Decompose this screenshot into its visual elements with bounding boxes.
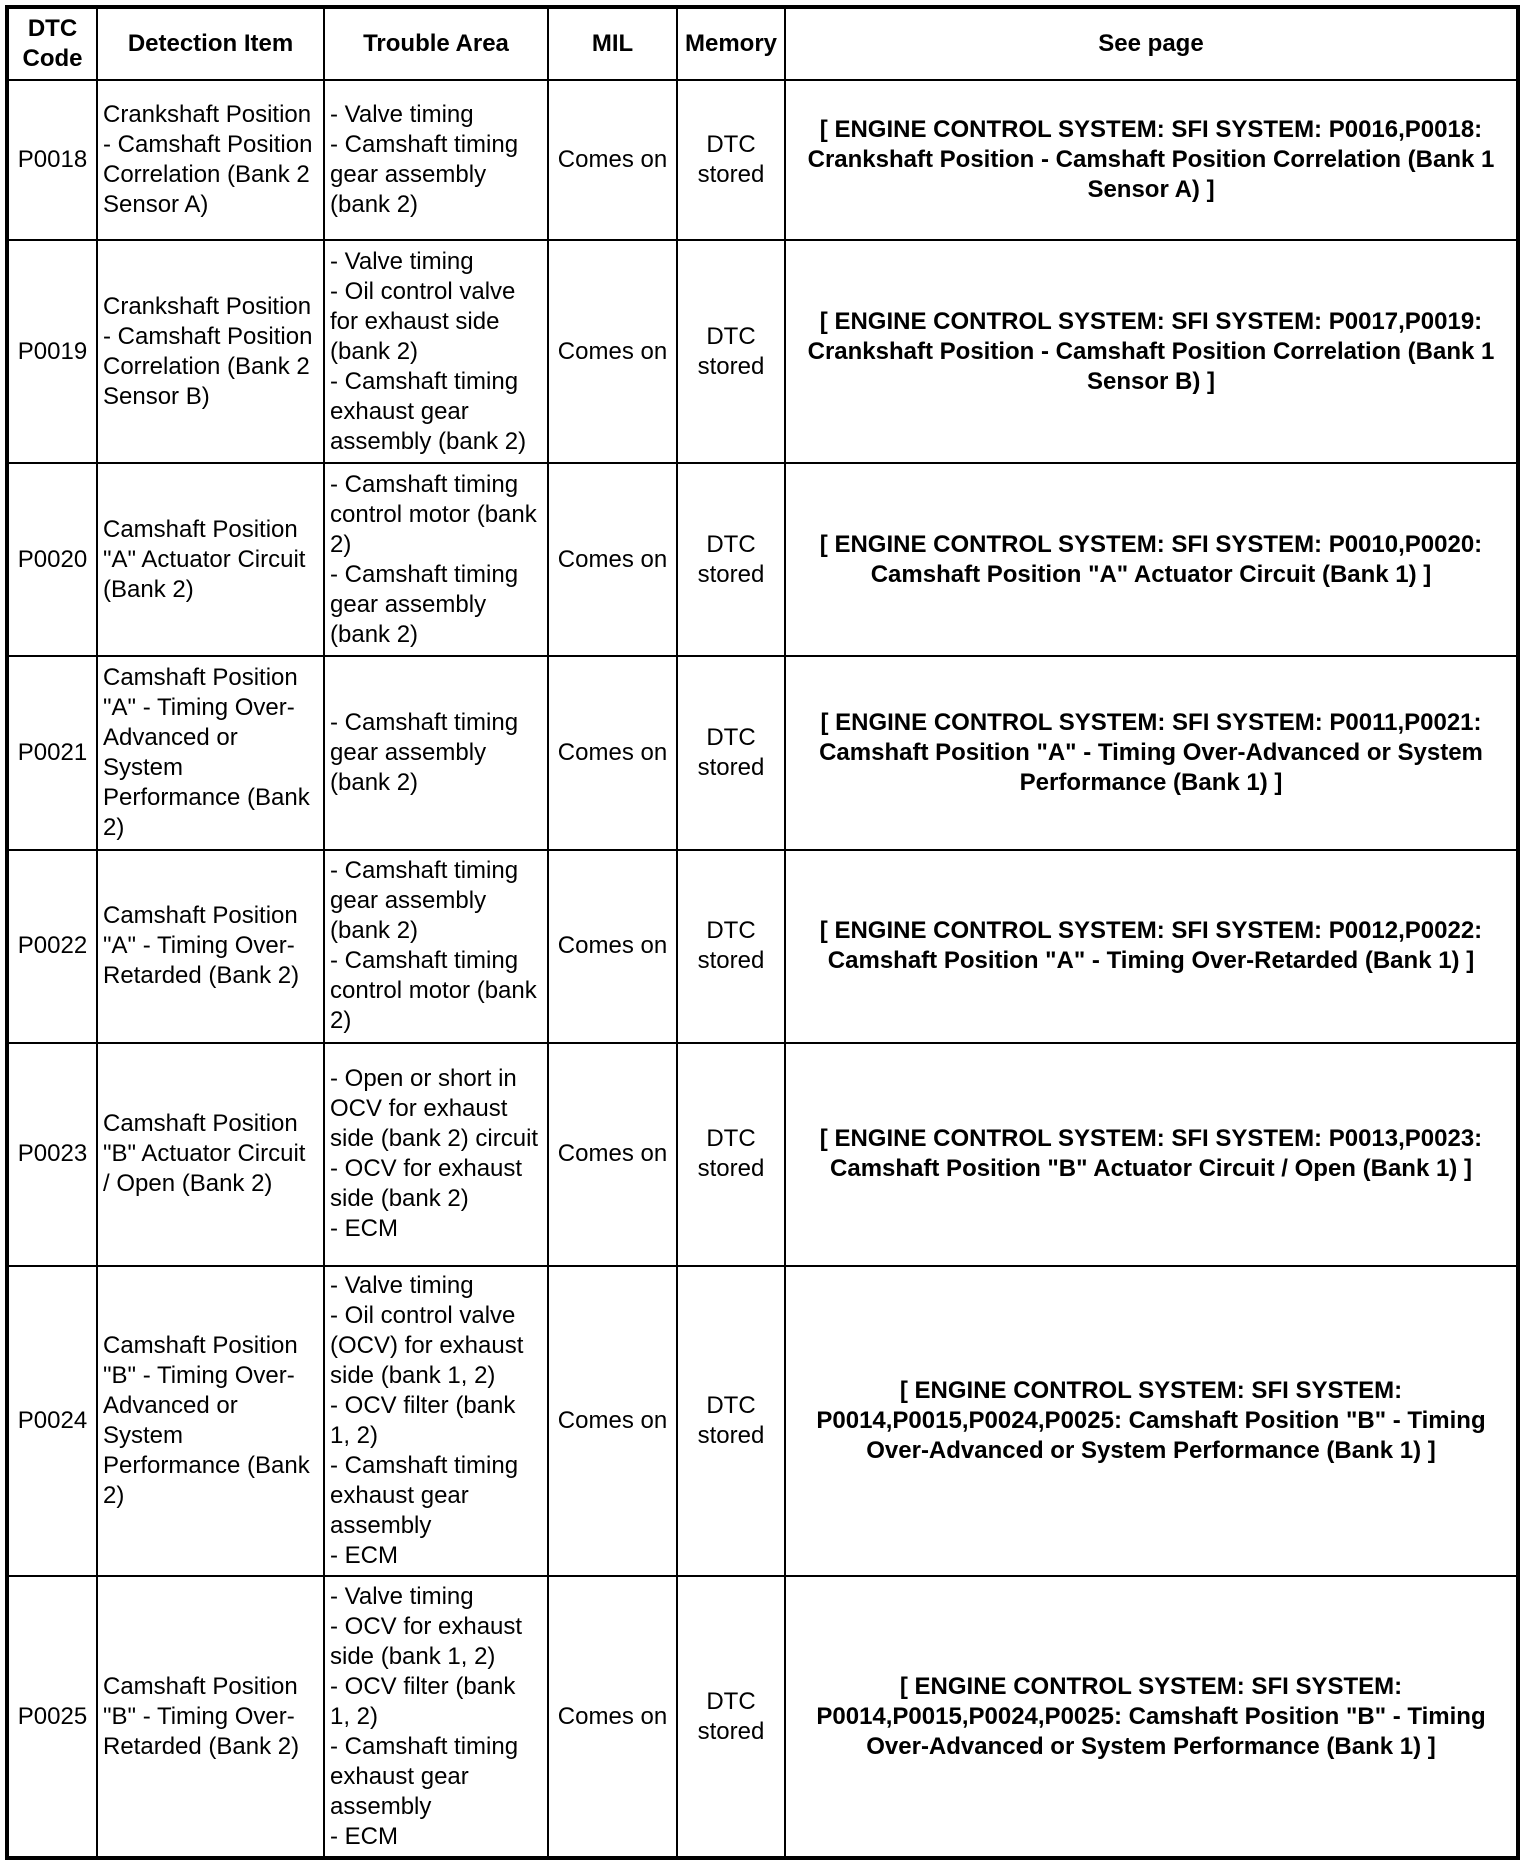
see-page-link[interactable]: [ ENGINE CONTROL SYSTEM: SFI SYSTEM: P0010,P0020: Camshaft Position "A" Actuator Circuit (Bank 1) ] <box>785 463 1518 656</box>
trouble-area-cell <box>324 80 548 240</box>
trouble-area-line: - Open or short in OCV for exhaust side (bank 2) circuit <box>330 1065 539 1153</box>
header-see-page: See page <box>785 7 1518 80</box>
trouble-area-line: - Camshaft timing exhaust gear assembly <box>330 1732 519 1820</box>
detection-item-cell: Crankshaft Position - Camshaft Position Correlation (Bank 2 Sensor B) <box>97 240 324 463</box>
see-page-link[interactable]: [ ENGINE CONTROL SYSTEM: SFI SYSTEM: P0017,P0019: Crankshaft Position - Camshaft Position Correlation (Bank 1 Sensor B) ] <box>785 240 1518 463</box>
table-row <box>7 656 1518 849</box>
header-row <box>7 7 1518 80</box>
detection-item-cell: Camshaft Position "A" Actuator Circuit (Bank 2) <box>97 463 324 656</box>
trouble-area-line: - Camshaft timing exhaust gear assembly (bank 2) <box>330 367 527 455</box>
detection-item-cell: Camshaft Position "B" - Timing Over-Retarded (Bank 2) <box>97 1576 324 1858</box>
detection-item-cell: Crankshaft Position - Camshaft Position Correlation (Bank 2 Sensor A) <box>97 80 324 240</box>
table-row <box>7 80 1518 240</box>
trouble-area-line: - ECM <box>330 1215 398 1243</box>
trouble-area-line: - Oil control valve for exhaust side (bank 2) <box>330 277 516 365</box>
dtc-code-cell: P0022 <box>7 850 97 1043</box>
trouble-area-line: - Camshaft timing gear assembly (bank 2) <box>330 560 519 648</box>
trouble-area-cell <box>324 463 548 656</box>
trouble-area-line: - OCV filter (bank 1, 2) <box>330 1672 516 1730</box>
dtc-code-cell: P0021 <box>7 656 97 849</box>
trouble-area-cell <box>324 656 548 849</box>
dtc-table <box>5 5 1520 1860</box>
memory-cell: DTC stored <box>677 240 785 463</box>
see-page-link[interactable]: [ ENGINE CONTROL SYSTEM: SFI SYSTEM: P0014,P0015,P0024,P0025: Camshaft Position "B" - Timing Over-Advanced or System Performance (Bank 1) ] <box>785 1266 1518 1577</box>
header-dtc-code: DTC Code <box>7 7 97 80</box>
trouble-area-line: - Valve timing <box>330 1271 474 1299</box>
trouble-area-line: - Camshaft timing control motor (bank 2) <box>330 470 537 558</box>
mil-cell: Comes on <box>548 850 677 1043</box>
dtc-code-cell: P0023 <box>7 1043 97 1266</box>
trouble-area-line: - OCV for exhaust side (bank 2) <box>330 1155 523 1213</box>
table-body <box>7 80 1518 1858</box>
trouble-area-cell <box>324 1576 548 1858</box>
trouble-area-line: - Camshaft timing control motor (bank 2) <box>330 947 537 1035</box>
memory-cell: DTC stored <box>677 80 785 240</box>
see-page-link[interactable]: [ ENGINE CONTROL SYSTEM: SFI SYSTEM: P0016,P0018: Crankshaft Position - Camshaft Position Correlation (Bank 1 Sensor A) ] <box>785 80 1518 240</box>
header-memory: Memory <box>677 7 785 80</box>
trouble-area-line: - OCV for exhaust side (bank 1, 2) <box>330 1612 523 1670</box>
dtc-code-cell: P0020 <box>7 463 97 656</box>
memory-cell: DTC stored <box>677 1266 785 1577</box>
table-row <box>7 1576 1518 1858</box>
memory-cell: DTC stored <box>677 1043 785 1266</box>
trouble-area-line: - ECM <box>330 1541 398 1569</box>
memory-cell: DTC stored <box>677 656 785 849</box>
header-mil: MIL <box>548 7 677 80</box>
trouble-area-line: - Valve timing <box>330 247 474 275</box>
see-page-link[interactable]: [ ENGINE CONTROL SYSTEM: SFI SYSTEM: P0014,P0015,P0024,P0025: Camshaft Position "B" - Timing Over-Advanced or System Performance (Bank 1) ] <box>785 1576 1518 1858</box>
dtc-code-cell: P0018 <box>7 80 97 240</box>
trouble-area-line: - Camshaft timing gear assembly (bank 2) <box>330 131 519 219</box>
mil-cell: Comes on <box>548 1576 677 1858</box>
memory-cell: DTC stored <box>677 463 785 656</box>
trouble-area-line: - ECM <box>330 1822 398 1850</box>
see-page-link[interactable]: [ ENGINE CONTROL SYSTEM: SFI SYSTEM: P0013,P0023: Camshaft Position "B" Actuator Circuit / Open (Bank 1) ] <box>785 1043 1518 1266</box>
detection-item-cell: Camshaft Position "A" - Timing Over-Advanced or System Performance (Bank 2) <box>97 656 324 849</box>
mil-cell: Comes on <box>548 656 677 849</box>
trouble-area-line: - Valve timing <box>330 1582 474 1610</box>
mil-cell: Comes on <box>548 80 677 240</box>
mil-cell: Comes on <box>548 1043 677 1266</box>
table-row <box>7 240 1518 463</box>
mil-cell: Comes on <box>548 240 677 463</box>
dtc-code-cell: P0025 <box>7 1576 97 1858</box>
trouble-area-cell <box>324 850 548 1043</box>
trouble-area-line: - Camshaft timing gear assembly (bank 2) <box>330 857 519 945</box>
trouble-area-line: - Camshaft timing exhaust gear assembly <box>330 1451 519 1539</box>
mil-cell: Comes on <box>548 1266 677 1577</box>
trouble-area-line: - Oil control valve (OCV) for exhaust side (bank 1, 2) <box>330 1301 524 1389</box>
header-detection-item: Detection Item <box>97 7 324 80</box>
trouble-area-line: - Camshaft timing gear assembly (bank 2) <box>330 708 519 796</box>
header-trouble-area: Trouble Area <box>324 7 548 80</box>
table-row <box>7 1043 1518 1266</box>
dtc-code-cell: P0024 <box>7 1266 97 1577</box>
detection-item-cell: Camshaft Position "B" - Timing Over-Advanced or System Performance (Bank 2) <box>97 1266 324 1577</box>
table-row <box>7 850 1518 1043</box>
trouble-area-cell <box>324 240 548 463</box>
table-row <box>7 463 1518 656</box>
detection-item-cell: Camshaft Position "A" - Timing Over-Retarded (Bank 2) <box>97 850 324 1043</box>
trouble-area-line: - Valve timing <box>330 101 474 129</box>
trouble-area-line: - OCV filter (bank 1, 2) <box>330 1391 516 1449</box>
detection-item-cell: Camshaft Position "B" Actuator Circuit / Open (Bank 2) <box>97 1043 324 1266</box>
table-row <box>7 1266 1518 1577</box>
memory-cell: DTC stored <box>677 850 785 1043</box>
trouble-area-cell <box>324 1266 548 1577</box>
memory-cell: DTC stored <box>677 1576 785 1858</box>
see-page-link[interactable]: [ ENGINE CONTROL SYSTEM: SFI SYSTEM: P0012,P0022: Camshaft Position "A" - Timing Over-Retarded (Bank 1) ] <box>785 850 1518 1043</box>
dtc-code-cell: P0019 <box>7 240 97 463</box>
mil-cell: Comes on <box>548 463 677 656</box>
trouble-area-cell <box>324 1043 548 1266</box>
see-page-link[interactable]: [ ENGINE CONTROL SYSTEM: SFI SYSTEM: P0011,P0021: Camshaft Position "A" - Timing Over-Advanced or System Performance (Bank 1) ] <box>785 656 1518 849</box>
